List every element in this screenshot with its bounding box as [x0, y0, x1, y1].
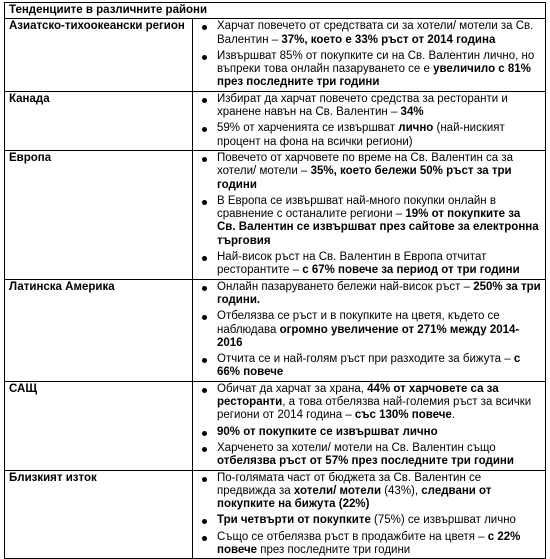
region-name: САЩ [5, 381, 193, 470]
bullet-item [197, 122, 541, 149]
bold-text: с 66% повече [217, 353, 521, 379]
bold-text: 37%, което е 33% ръст от 2014 година [281, 33, 496, 46]
region-trends [193, 150, 546, 279]
bullet-item [197, 20, 541, 47]
bullet-item [197, 93, 541, 120]
text-segment: Извършват 85% от покупките си на Св. Валентин лично, но въпреки това онлайн пазаруването се е [217, 49, 535, 76]
bullet-item [197, 514, 541, 527]
text-segment: Онлайн пазаруването бележи най-висок ръст – [217, 280, 474, 293]
table-row [5, 19, 546, 91]
bullet-list [197, 281, 541, 380]
bold-text: със 130% повече [354, 409, 452, 422]
text-segment: (75%) се извършват лично [370, 514, 516, 527]
text-segment: през последните три години [257, 543, 411, 556]
text-segment: (най-ниският процент на фона на всички региони) [217, 122, 505, 148]
text-segment: Също се отбелязва ръст в продажбите на цветя – [217, 530, 488, 543]
region-trends [193, 381, 546, 470]
bullet-list [197, 20, 541, 89]
text-segment: Харченето за хотели/ мотели на Св. Валентин също [217, 441, 496, 454]
bullet-item [197, 152, 541, 192]
table-row [5, 91, 546, 150]
bullet-item [197, 50, 541, 90]
bullet-item [197, 426, 541, 439]
bold-text: 34% [400, 106, 424, 119]
text-segment: Отбелязва се ръст и в покупките на цветя, където се наблюдава [217, 310, 500, 336]
table-header: Тенденциите в различните райони [5, 3, 546, 19]
bold-text: 90% от покупките се извършват лично [217, 425, 438, 438]
region-name: Канада [5, 91, 193, 150]
bullet-item [197, 310, 541, 350]
region-name: Европа [5, 150, 193, 279]
text-segment: Повечето от харчовете по време на Св. Валентин са за хотели/ мотели – [217, 151, 513, 178]
bullet-item [197, 383, 541, 423]
region-name: Близкият изток [5, 470, 193, 559]
text-segment: 59% от харченията се извършват [217, 122, 399, 135]
region-trends [193, 470, 546, 559]
bullet-item [197, 251, 541, 278]
bold-text: 250% за три години. [217, 280, 541, 306]
bullet-item [197, 195, 541, 248]
region-trends [193, 279, 546, 381]
bold-text: с 67% повече за период от три години [302, 264, 520, 277]
bold-text: отбелязва ръст от 57% през последните три години [217, 455, 514, 468]
table-header-row [5, 3, 546, 19]
bullet-item [197, 531, 541, 558]
region-trends [193, 91, 546, 150]
text-segment: Харчат повечето от средствата си за хотели/ мотели за Св. Валентин – [217, 20, 534, 46]
table-row [5, 381, 546, 470]
bold-text: увеличило с 81% през последните три години [217, 63, 531, 89]
regional-trends-table [4, 2, 546, 559]
region-name: Азиатско-тихоокеански регион [5, 19, 193, 91]
bold-text: 35%, което бележи 50% ръст за три години [217, 165, 512, 191]
region-trends [193, 19, 546, 91]
bullet-list [197, 472, 541, 558]
bullet-list [197, 93, 541, 149]
text-segment: Най-висок ръст на Св. Валентин в Европа отчитат ресторантите – [217, 251, 487, 277]
bold-text: 44% от харчовете са за ресторанти [217, 382, 499, 409]
table-row [5, 470, 546, 559]
bold-text: огромно увеличение от 271% между 2014-2016 [217, 323, 520, 349]
bullet-item [197, 353, 541, 380]
document [4, 2, 546, 559]
text-segment: Избират да харчат повечето средства за ресторанти и хранене навън на Св. Валентин – [217, 92, 508, 119]
bold-text: хотели/ мотели [293, 484, 382, 497]
text-segment: Обичат да харчат за храна, [217, 382, 368, 395]
bold-text: 19% от покупките за Св. Валентин се извършват през сайтове за електронна търговия [217, 208, 539, 247]
text-segment: По-голямата част от бюджета за Св. Валентин се предвижда за [217, 471, 482, 497]
bullet-list [197, 152, 541, 278]
text-segment: Отчита се и най-голям ръст при разходите за бижута – [217, 353, 514, 366]
bold-text: Три четвърти от покупките [217, 514, 371, 527]
bullet-item [197, 472, 541, 512]
bold-text: следвани от покупките на бижута (22%) [217, 484, 492, 511]
table-body [5, 3, 546, 559]
bullet-item [197, 281, 541, 308]
table-row [5, 150, 546, 279]
bullet-item [197, 442, 541, 469]
text-segment: , а това отбелязва най-големия ръст за всички региони от 2014 година – [217, 396, 532, 422]
bold-text: с 22% повече [217, 530, 521, 556]
table-row [5, 279, 546, 381]
region-name: Латинска Америка [5, 279, 193, 381]
bold-text: лично [398, 122, 434, 135]
text-segment: (43%), [381, 484, 422, 497]
bullet-list [197, 383, 541, 469]
text-segment: В Европа се извършват най-много покупки онлайн в сравнение с останалите региони – [217, 194, 496, 221]
text-segment: . [451, 409, 456, 422]
